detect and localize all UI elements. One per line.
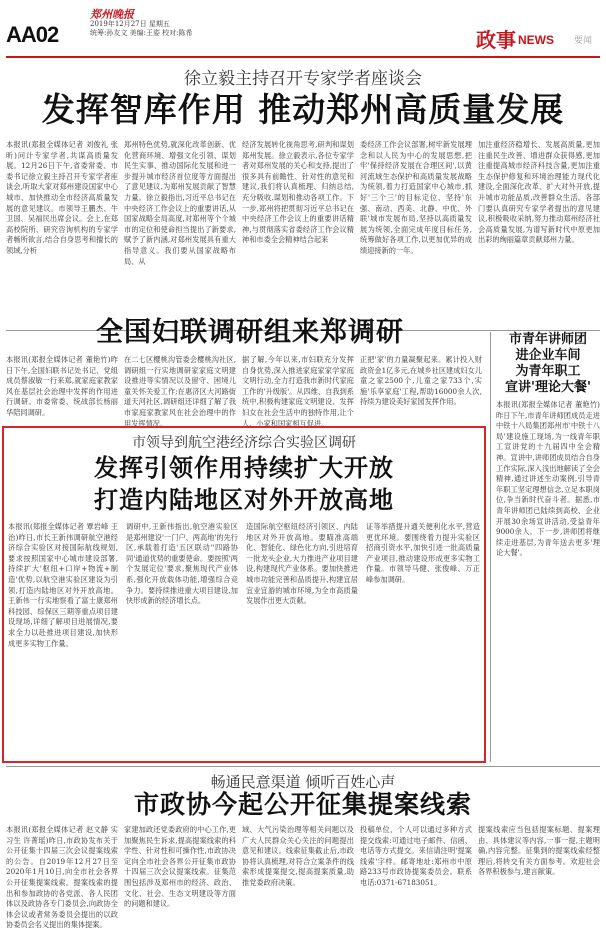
sidebar-title-line: 为青年职工 xyxy=(515,364,581,379)
article3-kicker: 市领导到航空港经济综合实验区调研 xyxy=(132,435,356,451)
article2-col: 据了解,今年以来,市妇联充分发挥自身优势,深入推进家庭家家学家庭文明行动,全力打造我市新时代家庭工作的'升级版'。从四维、自我到系统中,积极构建家庭文明建设、发挥妇女在社会生活中的独特作用,让个人、小家和国家相互促进。 xyxy=(242,355,354,428)
article3-col: 造国际航空枢纽经济引领区、内陆地区对外开放高地。要瞄准高端化、智能化、绿色化方向,引进培育一批龙头企业,大力推进产业项目建设,构建现代产业体系。要加快推进城市功能完善和品质提升,构建宜居宜业宜游的城市环境,为全市高质量发展作出更大贡献。 xyxy=(246,522,358,606)
sidebar-title-line: 进企业车间 xyxy=(515,348,581,363)
article3-col: 证等举措提升通关便利化水平,营造更优环境。要围绕着力提升实验区招商引资水平,加快引进一批高质量产业项目,推动建设形成更多实物工作量。市领导马健、张俊峰、万正峰参加调研。 xyxy=(366,522,480,584)
article4-kicker: 畅通民意渠道 倾听百姓心声 xyxy=(210,773,396,791)
sidebar-divider xyxy=(490,332,491,762)
article3-col: 本报讯(郑报全媒体记者 覃岩峰 王治)昨日,市长王新伟调研航空港经济综合实验区对接国际航线规划,要求按照国家中心城市建设部署,持续扩大'枢纽+口岸+物流+制造'优势,以航空港实验区建设为引领,打造内陆地区对外开放高地。王新伟一行实地察看了富士康郑州科技园、综保区三期等重点项目建设现场,详细了解项目进展情况,要求全力以赴推进项目建设,加快形成更多实物工作量。 xyxy=(8,522,118,648)
article1-col: 经济发展转化视角思考,研判和谋划郑州发展。徐立毅表示,各位专家学者对郑州发展的关心和支持,提出了很多具有前瞻性、针对性的意见和建议,我们将认真梳理、归纳总结,充分吸收,谋划和推动各项工作。下一步,郑州将把贯彻习近平总书记在中央经济工作会议上的重要讲话精神,与贯彻落实省委经济工作会议精神和市委全会精神结合起来 xyxy=(242,140,354,245)
article2-col: 在二七区樱桃沟管委会樱桃沟社区,调研组一行实地调研家家庭文明建设推进等实情况以及留守、困境儿童关怀关爱工作;在惠济区大河路街道天河社区,调研组还详细了解了我市家庭家教家风在社会治理中的作用发挥情况。 xyxy=(124,355,236,428)
section-title: 政事 xyxy=(476,30,516,52)
section-en: NEWS xyxy=(518,33,554,47)
date-line: 2019年12月27日 星期五 xyxy=(90,20,170,28)
article3-headline-line1: 发挥引领作用持续扩大开放 xyxy=(94,454,394,482)
article2-headline: 全国妇联调研组来郑调研 xyxy=(96,317,404,348)
article4-col: 域、大气污染治理等相关问题以及广大人民群众关心关注的问题提出意见和建议。线索征集截止后,市政协将认真梳理,对符合立案条件的线索形成提案提交,提高提案质量,助推党委政府决策。 xyxy=(242,825,354,887)
sidebar-title-line: 市青年讲师团 xyxy=(508,332,587,347)
article4-col: 本报讯(郑报全媒体记者 赵文静 实习生 许菁瑶)昨日,市政协发布关于公开征集十四届三次会议提案线索的公告。自2019年12月27日至2020年1月10日,向全市社会各界公开征集提案线索。提案线索的提出和参加政协的各党派、各人民团体以及政协各专门委员会,向政协全体会议或者常务委员会提出的以政协委员会名义提出的集体提案。 xyxy=(6,825,118,930)
sidebar-body: 本报讯(郑报全媒体记者 董艳竹)昨日下午,市青年讲师团成员走进中铁十八局集团郑州市'中铁十八局'建设施工现场,为一线青年职工宣讲党的十九届四中全会精神。宣讲中,讲师团成员结合自身工作实际,深入浅出地解读了全会精神,通过讲述生动案例,引导青年职工坚定理想信念,立足本职岗位,争当新时代奋斗者。据悉,市青年讲师团已陆续到高校、企业开展30余场宣讲活动,受益青年9000余人。下一步,讲师团将继续走进基层,为青年送去更多'理论大餐'。 xyxy=(496,400,600,558)
divider xyxy=(6,766,600,767)
section-sub: 要闻 xyxy=(573,36,592,46)
article1-headline: 发挥智库作用 推动郑州高质量发展 xyxy=(41,90,565,129)
article2-col: 正把'家'的力量凝聚起来。累计投入财政资金1亿多元,在城乡社区建成妇女儿童之家2500个,儿童之家733个,实施'乐享家庭'工程,帮助16000余人次,持续为建设美好家园发挥作用。 xyxy=(360,355,482,407)
header-info xyxy=(90,20,193,38)
editor-line: 统筹:孙友文 美编:王姿 校对:陈希 xyxy=(90,29,193,37)
page-number: AA02 xyxy=(6,22,59,47)
paper-logo: 郑州晚报 xyxy=(90,8,134,21)
article1-col: 郑州特色优势,就深化改革创新、优化营商环境、增强文化引领、谋划民生实事、推动国际化发展和进一步提升城市经济首位度等方面提出了意见建议,为郑州发展贡献了智慧力量。徐立毅指出,习近平总书记在中央经济工作会议上的重要讲话,从国家战略全局高度,对郑州等个个城市的定位和使命担当提出了新要求,赋予了新内涵,对郑州发展具有重大指导意义。我们要从国家战略布局、从 xyxy=(124,140,236,266)
sidebar-title-line: 宣讲'理论大餐' xyxy=(505,380,591,395)
article2-col: 本报讯(郑报全媒体记者 董艳竹)昨日下午,全国妇联书记处书记、党组成员蔡淑敏一行来郑,就家庭家教家风在基层社会治理中发挥的作用进行调研。市委常委、统战部长杨丽华陪同调研。 xyxy=(6,355,118,417)
article4-col: 家建加政还党委政府的中心工作,更加聚焦民生诉求,提高提案线索的科学性、针对性和可操作性,市政协决定向全市社会各界公开征集市政协十四届三次会议提案线索。征集范围包括涉及郑州市的经济、政治、文化、社会、生态文明建设等方面的问题和建议。 xyxy=(124,825,236,909)
article4-col: 投稿单位、个人可以通过多种方式提交线索:可通过电子邮件、信函、电话等方式提交。来信请注明'提案线索'字样。邮寄地址:郑州市中原路233号市政协提案委员会。联系电话:0371-67183051。 xyxy=(360,825,472,887)
header-rule xyxy=(6,56,600,58)
page-header xyxy=(0,0,606,58)
article4-col: 提案线索应当包括提案标题、提案理由、具体建议等内容,一事一提,主题明确,内容完整。征集到的提案线索经整理后,将转交有关方面参考。欢迎社会各界积极参与,建言献策。 xyxy=(478,825,600,877)
article1-col: 本报讯(郑报全媒体记者 刘俊礼 张昕)问计专家学者,共谋高质量发展。12月26日下午,省委常委、市委书记徐立毅主持召开专家学者座谈会,听取大家对郑州建设国家中心城市、加快推动全市经济高质量发展的意见建议。市领导王鹏杰、牛卫国、吴福民出席会议。会上,在郑高校院所、研究咨询机构的专家学者畅所欲言,结合自身思考和擅长的领域,分析 xyxy=(6,140,118,255)
article1-kicker: 徐立毅主持召开专家学者座谈会 xyxy=(184,69,422,89)
article4-headline: 市政协今起公开征集提案线索 xyxy=(133,790,472,819)
article3-col: 调研中,王新伟指出,航空港实验区是郑州建设'一门户、两高地'的先行区,承载着打造'五区联动''四路协同'通道优势的重要使命。要按照'两个发展定位'要求,聚焦现代产业体系,强化开放载体功能,增强综合竞争力。要持续推进重大项目建设,加快形成新的经济增长点。 xyxy=(126,522,238,606)
article1-col: 加注重经济稳增长、发展高质量,更加注重民生改善、增进群众获得感,更加注重提高城市经济科技含量,更加注重生态保护修复和环境治理能力现代化建设,全面深化改革、扩大对外开放,提升城市功能品质,改善群众生活。各部门要认真研究专家学者提出的意见建议,积极吸收采纳,努力推动郑州经济社会高质量发展,为谱写新时代中原更加出彩的绚丽篇章贡献郑州力量。 xyxy=(478,140,600,245)
article1-col: 委经济工作会议部署,树牢新发展理念和以人民为中心的发展思想,把牢'保持经济发展在合理区间',以黄河流域生态保护和高质量发展战略为统领,着力打造国家中心城市,抓好'三个三'的目标定位、坚持'东强、南动、西美、北静、中优、外联'城市发展布局,坚持以高质量发展为统领,全面完成年度目标任务,统筹做好各项工作,以更加优异的成绩迎接新的一年。 xyxy=(360,140,472,255)
sidebar-title xyxy=(494,332,602,396)
article3-headline-line2: 打造内陆地区对外开放高地 xyxy=(94,486,394,514)
